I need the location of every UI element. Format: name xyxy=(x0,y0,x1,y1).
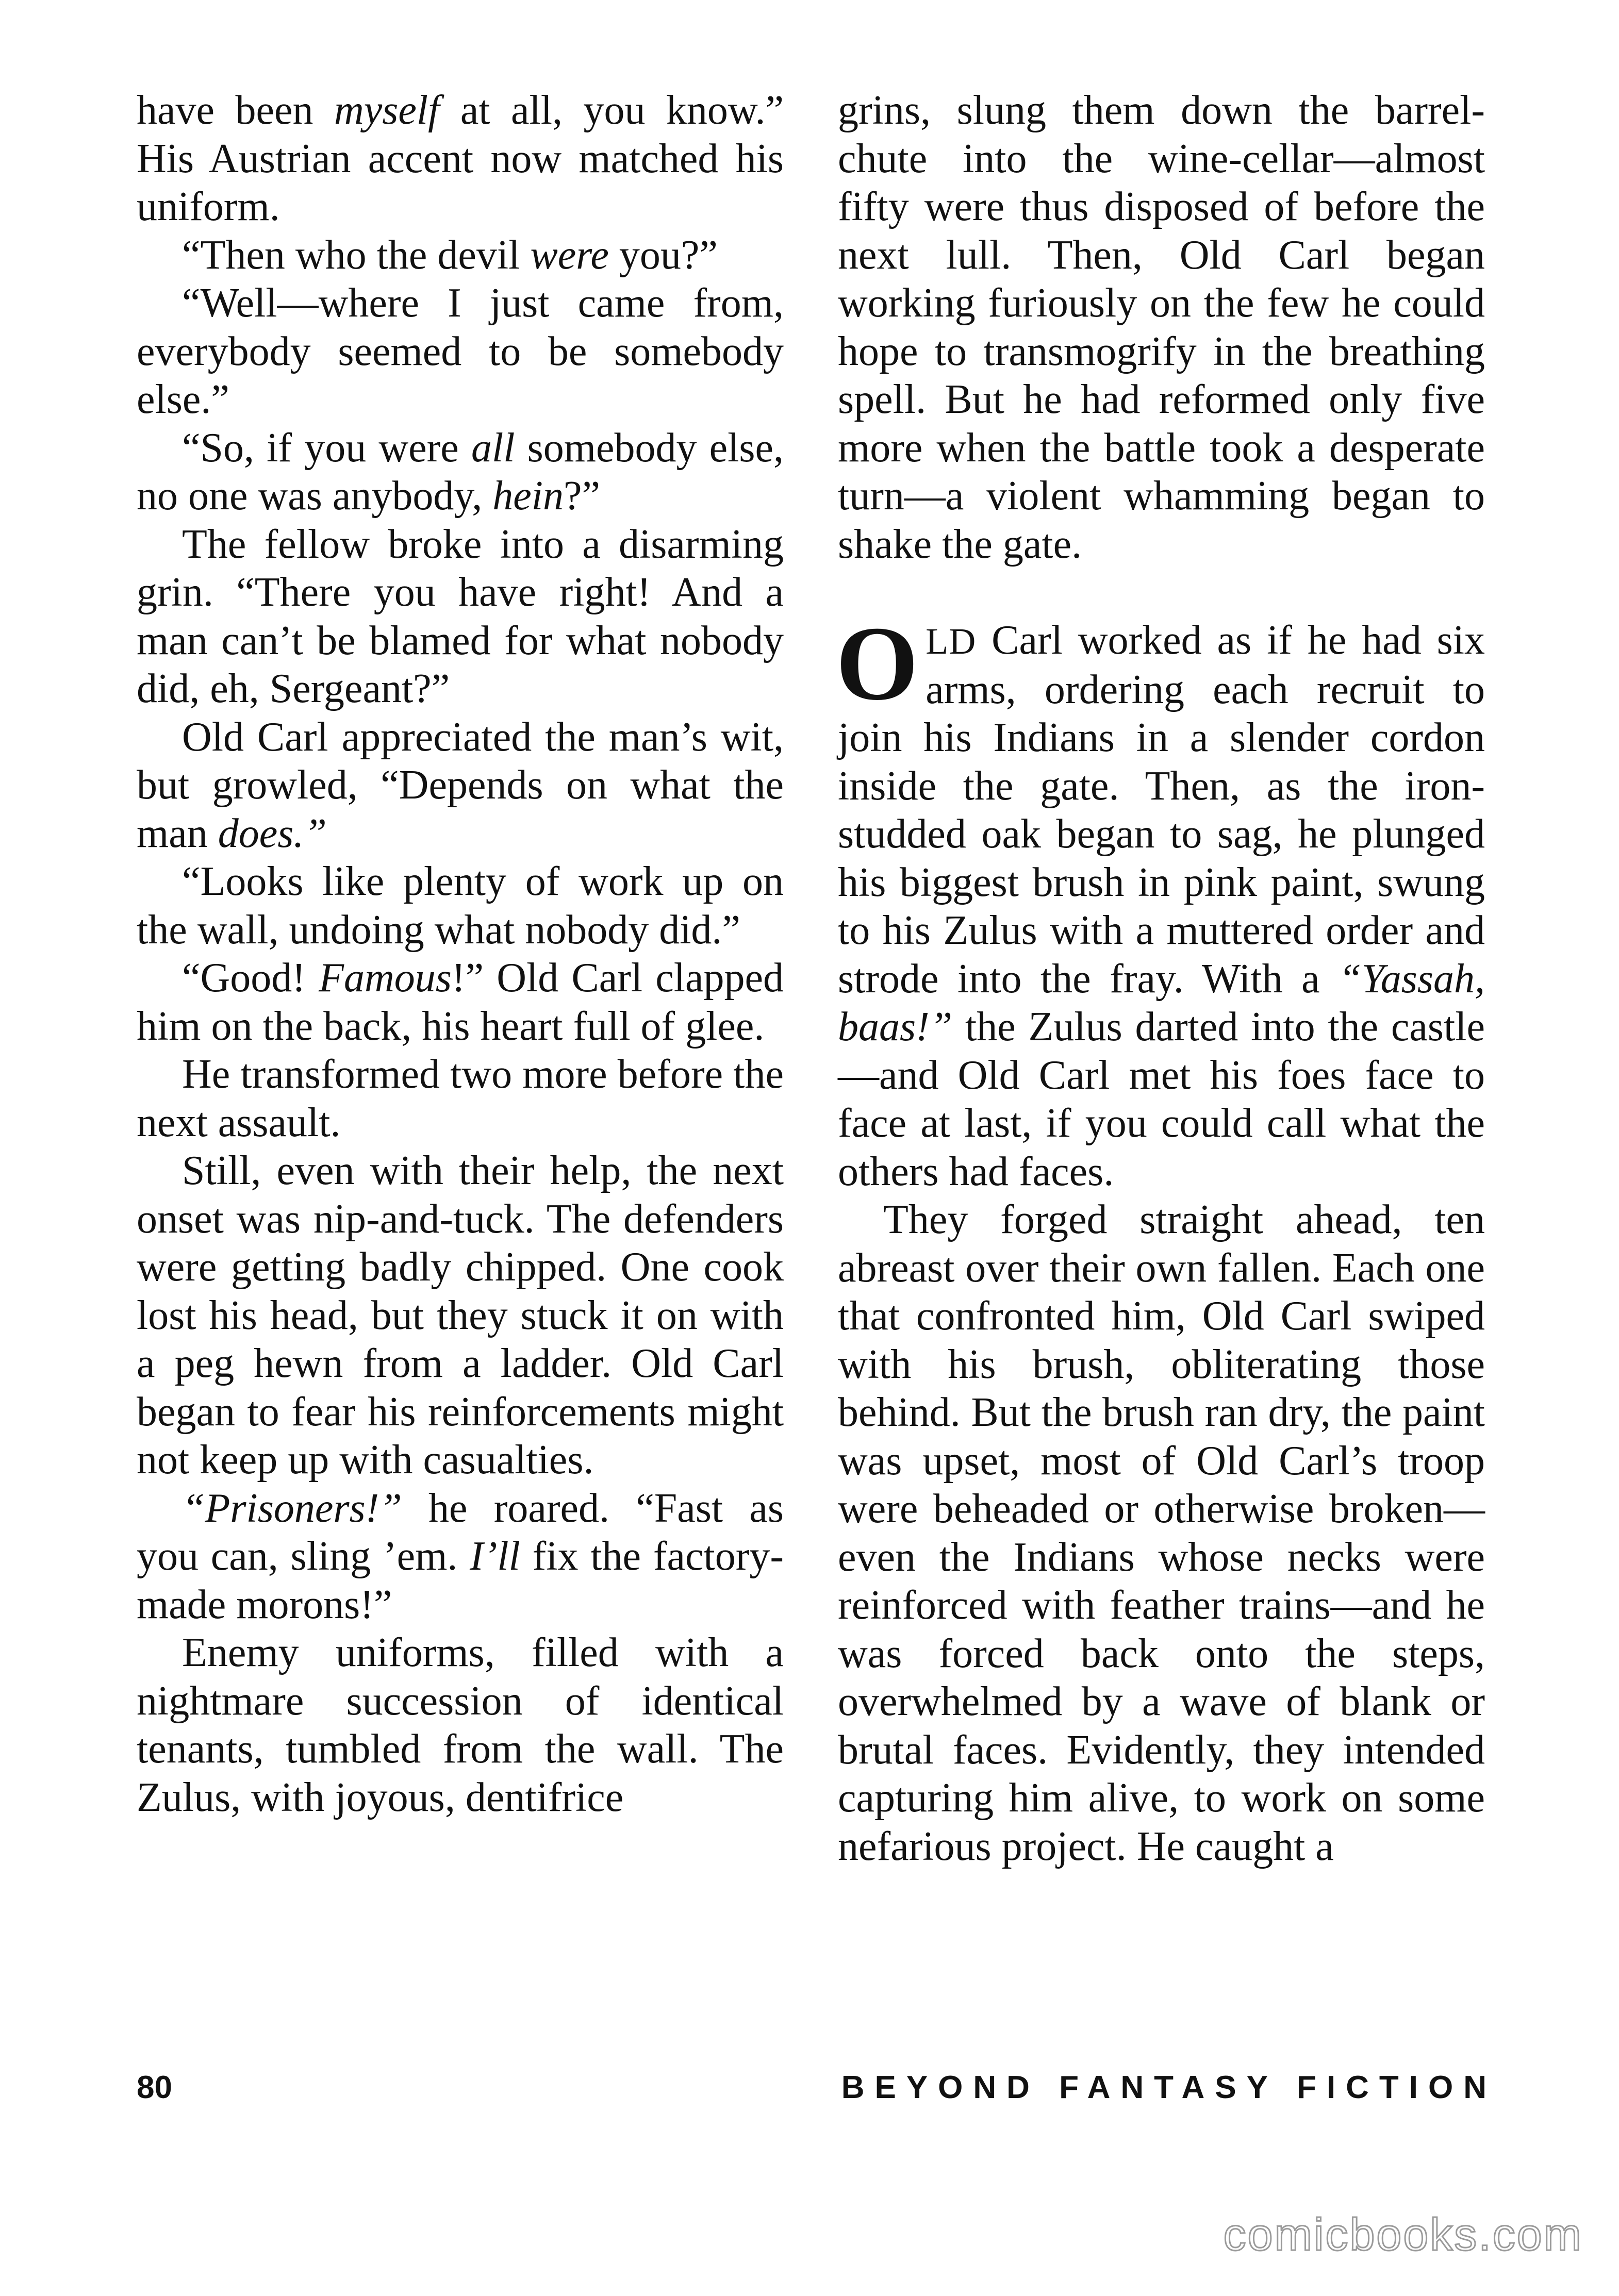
running-title: BEYOND FANTASY FICTION xyxy=(841,2070,1497,2105)
paragraph: “Then who the devil were you?” xyxy=(182,232,718,278)
drop-cap: O xyxy=(836,604,919,722)
paragraph: Still, even with their help, the next onset was nip-and-tuck. The defenders were getting badly chipped. One cook lost his head, but they stuck it on with a peg hewn from a ladder. Old Carl began to fear his reinforcements might not keep up with casualties. xyxy=(137,1148,784,1483)
paragraph: Old Carl appreciated the man’s wit, but growled, “Depends on what the man does.” xyxy=(137,714,784,856)
paragraph: grins, slung them down the barrel-chute into the wine-cellar—almost fifty were thus disposed of before the next lull. Then, Old Carl began working furiously on the few he could hope to transmogrify in the breathing spell. But he had reformed only five more when the battle took a desperate turn—a violent whamming began to shake the gate. xyxy=(838,88,1485,567)
page-footer xyxy=(137,2065,1497,2111)
page-number: 80 xyxy=(137,2070,172,2105)
paragraph: The fellow broke into a disarming grin. “There you have right! And a man can’t be blamed for what nobody did, eh, Sergeant?” xyxy=(137,521,784,711)
paragraph: They forged straight ahead, ten abreast over their own fallen. Each one that confronted him, Old Carl swiped with his brush, obliterating those behind. But the brush ran dry, the paint was upset, most of Old Carl’s troop were beheaded or otherwise broken—even the Indians whose necks were reinforced with feather trains—and he was forced back onto the steps, overwhelmed by a wave of blank or brutal faces. Evidently, they intended capturing him alive, to work on some nefarious project. He caught a xyxy=(838,1197,1485,1869)
paragraph: “Prisoners!” he roared. “Fast as you can, sling ’em. I’ll fix the factory-made morons!” xyxy=(137,1485,784,1627)
section-lead-caps: LD xyxy=(926,621,977,662)
paragraph: “Good! Famous!” Old Carl clapped him on the back, his heart full of glee. xyxy=(137,955,784,1049)
paragraph: “Well—where I just came from, everybody seemed to be somebody else.” xyxy=(137,280,784,422)
paragraph: have been myself at all, you know.” His Austrian accent now matched his uniform. xyxy=(137,88,784,229)
paragraph: “Looks like plenty of work up on the wall, undoing what nobody did.” xyxy=(137,859,784,953)
left-column xyxy=(137,87,784,1822)
paragraph: He transformed two more before the next assault. xyxy=(137,1052,784,1145)
paragraph: Enemy uniforms, filled with a nightmare succession of identical tenants, tumbled from the wall. The Zulus, with joyous, dentifrice xyxy=(137,1630,784,1820)
paragraph: “So, if you were all somebody else, no one was anybody, hein?” xyxy=(137,425,784,519)
right-column-rest xyxy=(838,1196,1485,1871)
watermark: comicbooks.com xyxy=(1223,2209,1583,2260)
right-column xyxy=(838,87,1485,1871)
section-start-paragraph: OLD Carl worked as if he had six arms, ordering each recruit to join his Indians in a slender cordon inside the gate. Then, as the iron-studded oak began to sag, he plunged his biggest brush in pink paint, swung to his Zulus with a muttered order and strode into the fray. With a “Yassah, baas!” the Zulus darted into the castle—and Old Carl met his foes face to face at last, if you could call what the others had faces. xyxy=(836,604,1485,1194)
